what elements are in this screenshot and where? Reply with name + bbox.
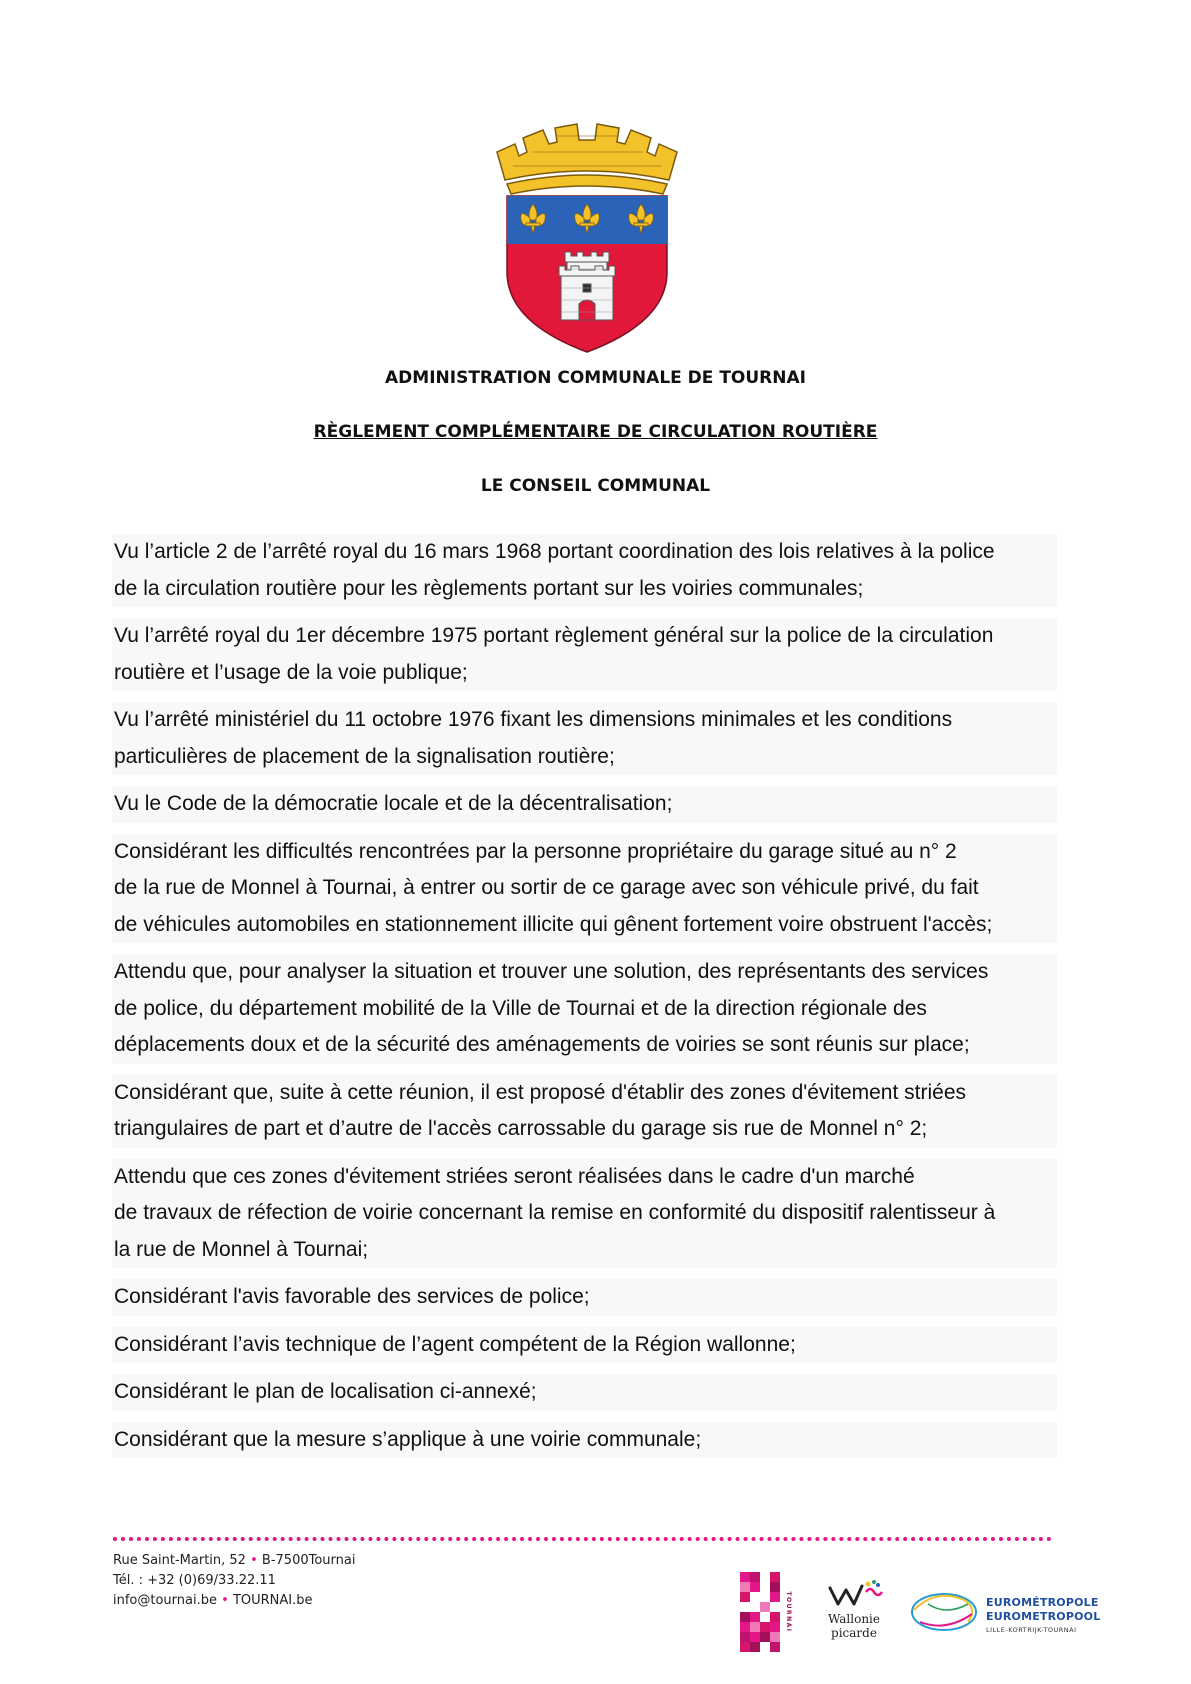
text-line: Considérant l’avis technique de l’agent compétent de la Région wallonne; bbox=[114, 1332, 796, 1356]
regulation-title: RÈGLEMENT COMPLÉMENTAIRE DE CIRCULATION ROUTIÈRE bbox=[313, 422, 878, 442]
paragraph-avis-police bbox=[112, 1279, 1057, 1316]
eurometropole-text-fr: EUROMÉTROPOLE bbox=[986, 1596, 1099, 1609]
authority-heading: LE CONSEIL COMMUNAL bbox=[480, 476, 711, 496]
wallonie-text: Wallonie bbox=[827, 1612, 880, 1626]
footer-email-link[interactable]: info@tournai.be bbox=[113, 1593, 217, 1608]
footer-address-block bbox=[113, 1551, 355, 1611]
paragraph-considerant-difficultes bbox=[112, 834, 1057, 944]
paragraph-voirie-communale bbox=[112, 1422, 1057, 1459]
footer-postal: B-7500Tournai bbox=[261, 1553, 356, 1568]
text-line: de la rue de Monnel à Tournai, à entrer ou sortir de ce garage avec son véhicule privé, du fait bbox=[114, 876, 979, 899]
paragraph-plan-localisation bbox=[112, 1374, 1057, 1411]
paragraph-legal-basis-3 bbox=[112, 702, 1057, 775]
castle-tower-icon bbox=[559, 252, 615, 320]
eurometropole-cities: LILLE-KORTRIJK-TOURNAI bbox=[986, 1626, 1077, 1634]
paragraph-attendu-reunion bbox=[112, 954, 1057, 1064]
text-line: de travaux de réfection de voirie concernant la remise en conformité du dispositif ralentisseur à bbox=[114, 1201, 996, 1224]
text-line: Considérant l'avis favorable des services de police; bbox=[114, 1285, 590, 1308]
text-line: Attendu que, pour analyser la situation et trouver une solution, des représentants des services bbox=[114, 960, 989, 983]
paragraph-legal-basis-1 bbox=[112, 534, 1057, 607]
bullet-separator: • bbox=[221, 1593, 229, 1608]
text-line: routière et l’usage de la voie publique; bbox=[114, 660, 468, 684]
text-line: déplacements doux et de la sécurité des aménagements de voiries se sont réunis sur place; bbox=[114, 1033, 970, 1056]
mural-crown bbox=[497, 124, 677, 194]
footer-website-link[interactable]: TOURNAI.be bbox=[232, 1593, 313, 1608]
paragraph-attendu-marche bbox=[112, 1159, 1057, 1269]
city-crest-logo bbox=[493, 122, 681, 354]
page-title: ADMINISTRATION COMMUNALE DE TOURNAI bbox=[385, 368, 806, 388]
bullet-separator: • bbox=[250, 1553, 258, 1568]
text-line: Vu le Code de la démocratie locale et de la décentralisation; bbox=[114, 792, 673, 815]
eurometropool-text-nl: EUROMETROPOOL bbox=[986, 1610, 1101, 1623]
text-line: la rue de Monnel à Tournai; bbox=[114, 1237, 369, 1261]
wallonie-picarde-logo bbox=[822, 1578, 886, 1648]
regulation-body bbox=[112, 534, 1057, 1469]
picarde-text: picarde bbox=[831, 1626, 877, 1640]
eurometropole-swirl-icon bbox=[906, 1582, 984, 1644]
text-line: Vu l’arrêté ministériel du 11 octobre 1976 fixant les dimensions minimales et les conditions bbox=[114, 708, 953, 731]
wallonie-mark-icon bbox=[822, 1578, 886, 1610]
paragraph-considerant-zones bbox=[112, 1075, 1057, 1148]
tournai-vertical-text: TOURNAI bbox=[785, 1591, 792, 1633]
footer-street: Rue Saint-Martin, 52 bbox=[113, 1553, 246, 1568]
paragraph-legal-basis-2 bbox=[112, 618, 1057, 691]
text-line: Considérant que la mesure s’applique à une voirie communale; bbox=[114, 1427, 702, 1451]
text-line: Considérant les difficultés rencontrées par la personne propriétaire du garage situé au n° 2 bbox=[114, 839, 957, 863]
paragraph-avis-technique bbox=[112, 1327, 1057, 1364]
eurometropole-logo bbox=[906, 1582, 1101, 1644]
text-line: de police, du département mobilité de la Ville de Tournai et de la direction régionale des bbox=[114, 996, 927, 1020]
text-line: Vu l’arrêté royal du 1er décembre 1975 portant règlement général sur la police de la circulation bbox=[114, 624, 994, 647]
footer-divider bbox=[113, 1537, 1052, 1541]
text-line: Attendu que ces zones d'évitement striées seront réalisées dans le cadre d'un marché bbox=[114, 1164, 915, 1188]
text-line: triangulaires de part et d’autre de l'accès carrossable du garage sis rue de Monnel n° 2; bbox=[114, 1117, 928, 1140]
text-line: Considérant que, suite à cette réunion, il est proposé d'établir des zones d'évitement striées bbox=[114, 1080, 967, 1104]
footer-phone: Tél. : +32 (0)69/33.22.11 bbox=[113, 1573, 276, 1588]
text-line: particulières de placement de la signalisation routière; bbox=[114, 744, 615, 768]
text-line: de véhicules automobiles en stationnement illicite qui gênent fortement voire obstruent l'accès; bbox=[114, 912, 993, 936]
text-line: Considérant le plan de localisation ci-annexé; bbox=[114, 1380, 537, 1403]
tournai-brand-logo bbox=[740, 1572, 792, 1652]
text-line: de la circulation routière pour les règlements portant sur les voiries communales; bbox=[114, 576, 864, 600]
paragraph-legal-basis-4 bbox=[112, 786, 1057, 823]
text-line: Vu l’article 2 de l’arrêté royal du 16 mars 1968 portant coordination des lois relatives à la police bbox=[114, 540, 995, 563]
